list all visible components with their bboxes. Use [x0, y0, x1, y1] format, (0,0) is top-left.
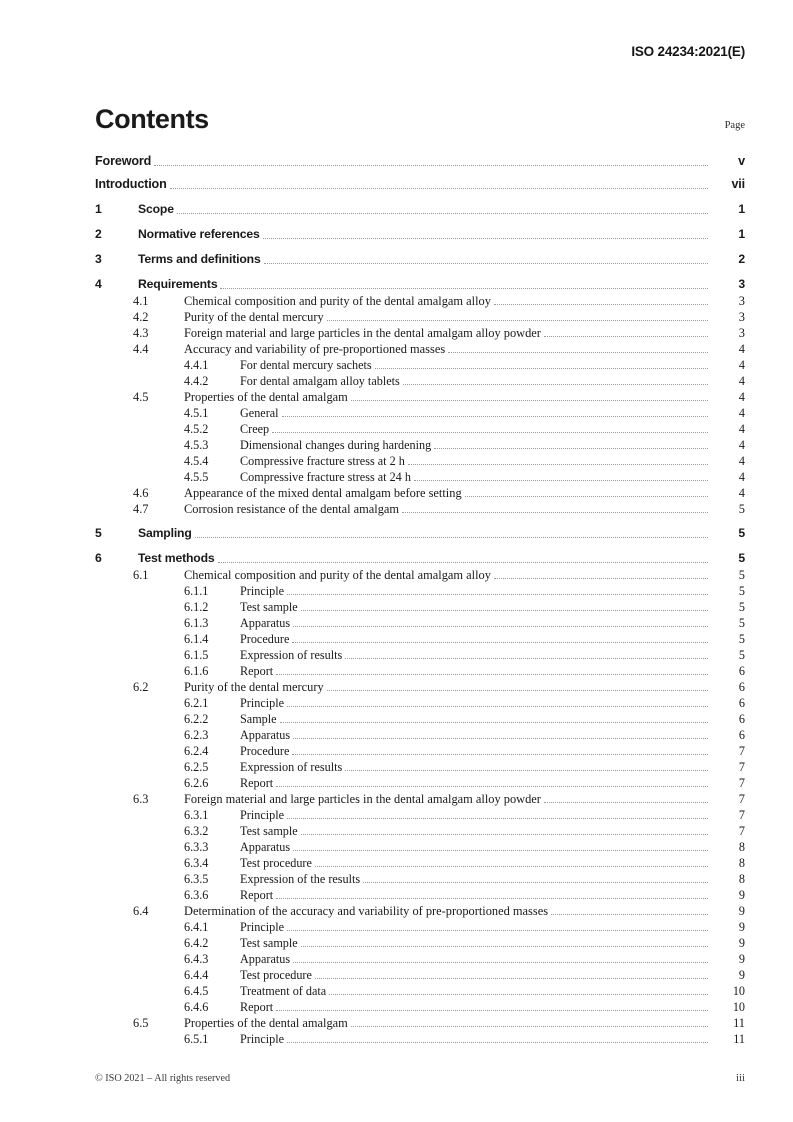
toc-entry[interactable]	[95, 485, 745, 501]
toc-entry-page-number: 6	[738, 696, 745, 710]
toc-leader-dots	[264, 254, 708, 267]
toc-entry-number: 4	[95, 277, 102, 291]
toc-entry-page-number: 8	[738, 856, 745, 870]
toc-entry-page-number: 5	[738, 632, 745, 646]
toc-leader-dots	[287, 921, 708, 934]
toc-entry-page-number: 8	[738, 840, 745, 854]
toc-entry-number: 6.5.1	[184, 1032, 209, 1046]
toc-entry[interactable]	[95, 549, 745, 567]
toc-entry-page-number: 4	[738, 470, 745, 484]
toc-entry-page-number: 9	[738, 936, 745, 950]
toc-leader-dots	[408, 455, 708, 468]
toc-entry[interactable]	[95, 357, 745, 373]
page-column-header: Page	[724, 120, 745, 131]
toc-entry-number: 6.1.1	[184, 584, 209, 598]
toc-entry-page-number: 1	[738, 202, 745, 216]
toc-entry[interactable]	[95, 437, 745, 453]
toc-entry-page-number: 4	[738, 342, 745, 356]
toc-leader-dots	[327, 681, 708, 694]
toc-entry-number: 6.2	[133, 680, 149, 694]
toc-entry-title: For dental mercury sachets	[240, 358, 372, 372]
toc-entry-title: Compressive fracture stress at 2 h	[240, 454, 405, 468]
toc-entry[interactable]	[95, 791, 745, 807]
toc-entry[interactable]	[95, 200, 745, 218]
toc-entry[interactable]	[95, 567, 745, 583]
toc-entry[interactable]	[95, 250, 745, 268]
toc-entry[interactable]	[95, 679, 745, 695]
toc-entry-number: 6	[95, 551, 102, 565]
toc-entry-title: Expression of results	[240, 760, 343, 774]
toc-entry-title: Determination of the accuracy and variability of pre-proportioned masses	[184, 904, 549, 918]
toc-entry-title: Purity of the dental mercury	[184, 680, 324, 694]
toc-entry-page-number: 7	[738, 792, 745, 806]
toc-leader-dots	[287, 1033, 708, 1046]
toc-entry-title: Chemical composition and purity of the dental amalgam alloy	[184, 294, 491, 308]
toc-leader-dots	[293, 953, 708, 966]
toc-entry[interactable]	[95, 175, 745, 193]
toc-entry-page-number: 9	[738, 888, 745, 902]
toc-leader-dots	[301, 825, 708, 838]
toc-entry-page-number: 7	[738, 824, 745, 838]
toc-entry[interactable]	[95, 743, 745, 759]
toc-leader-dots	[293, 729, 708, 742]
toc-entry-page-number: 1	[738, 227, 745, 241]
toc-entry[interactable]	[95, 631, 745, 647]
toc-entry[interactable]	[95, 871, 745, 887]
toc-entry-number: 6.1.5	[184, 648, 209, 662]
toc-leader-dots	[292, 745, 708, 758]
toc-entry-title: Appearance of the mixed dental amalgam before setting	[184, 486, 462, 500]
toc-entry-number: 6.1	[133, 568, 149, 582]
toc-entry[interactable]	[95, 524, 745, 542]
toc-entry[interactable]	[95, 759, 745, 775]
toc-entry-number: 4.5	[133, 390, 149, 404]
toc-entry-number: 4.3	[133, 326, 149, 340]
toc-entry-title: Properties of the dental amalgam	[184, 390, 348, 404]
toc-entry[interactable]	[95, 711, 745, 727]
toc-entry[interactable]	[95, 999, 745, 1015]
toc-entry-title: Requirements	[138, 277, 218, 291]
toc-leader-dots	[403, 375, 708, 388]
toc-entry-title: Principle	[240, 584, 285, 598]
toc-entry-number: 6.4.3	[184, 952, 209, 966]
toc-entry[interactable]	[95, 405, 745, 421]
toc-leader-dots	[263, 229, 708, 242]
toc-entry-title: General	[240, 406, 279, 420]
toc-entry-title: Test sample	[240, 600, 298, 614]
toc-leader-dots	[293, 841, 708, 854]
toc-entry[interactable]	[95, 225, 745, 243]
toc-entry-page-number: 5	[738, 616, 745, 630]
toc-entry-number: 6.1.3	[184, 616, 209, 630]
toc-entry-title: Apparatus	[240, 840, 291, 854]
toc-leader-dots	[287, 809, 708, 822]
toc-entry[interactable]	[95, 887, 745, 903]
toc-entry-number: 6.3	[133, 792, 149, 806]
toc-entry[interactable]	[95, 1015, 745, 1031]
toc-leader-dots	[282, 407, 708, 420]
toc-entry-number: 6.3.3	[184, 840, 209, 854]
toc-entry-number: 3	[95, 252, 102, 266]
toc-entry-page-number: 5	[738, 600, 745, 614]
copyright-notice: © ISO 2021 – All rights reserved	[95, 1073, 231, 1084]
toc-entry-number: 4.4.1	[184, 358, 209, 372]
document-header	[95, 44, 745, 59]
toc-entry-title: Test sample	[240, 824, 298, 838]
toc-leader-dots	[327, 311, 708, 324]
toc-entry-number: 4.6	[133, 486, 149, 500]
toc-entry-page-number: 3	[738, 326, 745, 340]
toc-entry-title: For dental amalgam alloy tablets	[240, 374, 400, 388]
toc-leader-dots	[292, 633, 708, 646]
toc-entry-number: 4.2	[133, 310, 149, 324]
toc-leader-dots	[287, 585, 708, 598]
toc-entry-title: Creep	[240, 422, 270, 436]
toc-entry-number: 6.5	[133, 1016, 149, 1030]
toc-entry[interactable]	[95, 293, 745, 309]
toc-entry-page-number: 4	[738, 406, 745, 420]
toc-entry-number: 4.5.3	[184, 438, 209, 452]
toc-entry-page-number: 5	[738, 551, 745, 565]
toc-entry-page-number: 4	[738, 390, 745, 404]
toc-leader-dots	[351, 391, 708, 404]
toc-entry-page-number: 3	[738, 310, 745, 324]
toc-entry-number: 6.2.1	[184, 696, 209, 710]
toc-entry-title: Accuracy and variability of pre-proportioned masses	[184, 342, 446, 356]
toc-leader-dots	[280, 713, 708, 726]
toc-leader-dots	[170, 179, 708, 192]
toc-leader-dots	[276, 889, 708, 902]
toc-entry-title: Scope	[138, 202, 174, 216]
standard-reference: ISO 24234:2021(E)	[631, 44, 745, 59]
toc-entry-title: Test methods	[138, 551, 215, 565]
toc-entry-page-number: 5	[738, 502, 745, 516]
toc-leader-dots	[465, 487, 708, 500]
toc-entry-title: Sample	[240, 712, 277, 726]
toc-entry-page-number: 5	[738, 568, 745, 582]
toc-entry-page-number: 3	[738, 277, 745, 291]
toc-entry-title: Foreign material and large particles in the dental amalgam alloy powder	[184, 326, 541, 340]
toc-entry-title: Test procedure	[240, 856, 312, 870]
toc-entry-page-number: 4	[738, 358, 745, 372]
toc-leader-dots	[218, 553, 708, 566]
document-footer	[95, 1072, 745, 1084]
toc-entry-page-number: vii	[731, 177, 745, 191]
toc-entry-title: Apparatus	[240, 616, 291, 630]
toc-leader-dots	[315, 969, 708, 982]
toc-entry-page-number: 9	[738, 952, 745, 966]
toc-leader-dots	[434, 439, 708, 452]
toc-entry-page-number: 3	[738, 294, 745, 308]
toc-leader-dots	[375, 359, 708, 372]
toc-entry[interactable]	[95, 903, 745, 919]
toc-entry-page-number: 9	[738, 920, 745, 934]
toc-entry-number: 4.5.5	[184, 470, 209, 484]
toc-entry-title: Report	[240, 1000, 274, 1014]
toc-entry-page-number: 7	[738, 760, 745, 774]
toc-entry-title: Corrosion resistance of the dental amalgam	[184, 502, 400, 516]
toc-entry[interactable]	[95, 469, 745, 485]
toc-entry-number: 6.3.2	[184, 824, 209, 838]
toc-entry-title: Principle	[240, 920, 285, 934]
toc-entry[interactable]	[95, 775, 745, 791]
toc-entry-title: Test sample	[240, 936, 298, 950]
toc-entry-title: Expression of the results	[240, 872, 361, 886]
toc-entry[interactable]	[95, 599, 745, 615]
toc-entry-page-number: 5	[738, 648, 745, 662]
toc-entry-page-number: 2	[738, 252, 745, 266]
toc-entry-title: Compressive fracture stress at 24 h	[240, 470, 411, 484]
toc-entry-title: Report	[240, 664, 274, 678]
toc-entry-number: 6.4.2	[184, 936, 209, 950]
toc-entry-number: 6.3.4	[184, 856, 209, 870]
toc-entry-page-number: 4	[738, 422, 745, 436]
toc-entry[interactable]	[95, 453, 745, 469]
toc-entry-title: Principle	[240, 696, 285, 710]
toc-entry-number: 4.5.4	[184, 454, 209, 468]
toc-entry-page-number: 11	[733, 1032, 745, 1046]
footer-page-number: iii	[736, 1072, 745, 1084]
toc-entry-page-number: 9	[738, 904, 745, 918]
toc-leader-dots	[402, 503, 708, 516]
toc-entry-title: Dimensional changes during hardening	[240, 438, 432, 452]
toc-entry[interactable]	[95, 325, 745, 341]
toc-entry-page-number: 11	[733, 1016, 745, 1030]
toc-entry-number: 6.3.6	[184, 888, 209, 902]
toc-entry-number: 6.3.1	[184, 808, 209, 822]
toc-entry-title: Sampling	[138, 526, 192, 540]
toc-leader-dots	[272, 423, 708, 436]
toc-entry-page-number: 8	[738, 872, 745, 886]
toc-entry-page-number: 7	[738, 744, 745, 758]
toc-leader-dots	[177, 204, 708, 217]
toc-entry-page-number: 6	[738, 712, 745, 726]
toc-leader-dots	[287, 697, 708, 710]
toc-entry[interactable]	[95, 421, 745, 437]
toc-entry-number: 4.5.2	[184, 422, 209, 436]
toc-entry-number: 4.5.1	[184, 406, 209, 420]
toc-entry[interactable]	[95, 152, 745, 170]
toc-leader-dots	[301, 937, 708, 950]
toc-entry-number: 6.1.4	[184, 632, 209, 646]
toc-entry-title: Expression of results	[240, 648, 343, 662]
toc-entry[interactable]	[95, 727, 745, 743]
toc-entry[interactable]	[95, 839, 745, 855]
toc-entry-title: Principle	[240, 1032, 285, 1046]
toc-entry-title: Terms and definitions	[138, 252, 261, 266]
toc-entry-number: 6.2.3	[184, 728, 209, 742]
toc-entry-title: Procedure	[240, 744, 290, 758]
toc-entry[interactable]	[95, 1031, 745, 1047]
toc-entry-title: Foreign material and large particles in the dental amalgam alloy powder	[184, 792, 541, 806]
toc-entry-page-number: v	[738, 154, 745, 168]
toc-leader-dots	[195, 528, 708, 541]
toc-entry[interactable]	[95, 983, 745, 999]
toc-entry-page-number: 7	[738, 776, 745, 790]
toc-entry[interactable]	[95, 807, 745, 823]
table-of-contents	[95, 152, 745, 1047]
toc-leader-dots	[154, 156, 708, 169]
toc-leader-dots	[544, 327, 708, 340]
toc-leader-dots	[494, 569, 708, 582]
toc-entry-page-number: 10	[732, 984, 745, 998]
toc-entry-page-number: 6	[738, 664, 745, 678]
toc-entry[interactable]	[95, 389, 745, 405]
toc-entry-page-number: 4	[738, 486, 745, 500]
toc-entry-number: 6.1.6	[184, 664, 209, 678]
toc-entry[interactable]	[95, 695, 745, 711]
toc-leader-dots	[345, 761, 708, 774]
toc-entry-page-number: 4	[738, 374, 745, 388]
toc-entry-title: Report	[240, 776, 274, 790]
toc-leader-dots	[293, 617, 708, 630]
toc-entry-number: 4.4	[133, 342, 149, 356]
toc-leader-dots	[301, 601, 708, 614]
toc-leader-dots	[363, 873, 708, 886]
toc-entry-page-number: 4	[738, 454, 745, 468]
toc-entry[interactable]	[95, 341, 745, 357]
toc-leader-dots	[448, 343, 708, 356]
toc-entry[interactable]	[95, 855, 745, 871]
toc-leader-dots	[329, 985, 708, 998]
toc-entry-number: 6.4.5	[184, 984, 209, 998]
toc-entry-title: Apparatus	[240, 952, 291, 966]
toc-leader-dots	[544, 793, 708, 806]
toc-entry-title: Foreword	[95, 154, 152, 168]
contents-title-row	[95, 104, 745, 135]
toc-entry-number: 6.2.4	[184, 744, 209, 758]
toc-entry-title: Chemical composition and purity of the dental amalgam alloy	[184, 568, 491, 582]
toc-entry-page-number: 4	[738, 438, 745, 452]
toc-entry-number: 6.1.2	[184, 600, 209, 614]
toc-leader-dots	[345, 649, 708, 662]
toc-leader-dots	[276, 777, 708, 790]
toc-entry-page-number: 5	[738, 526, 745, 540]
toc-entry-page-number: 6	[738, 728, 745, 742]
toc-entry[interactable]	[95, 647, 745, 663]
toc-entry-number: 6.4.1	[184, 920, 209, 934]
toc-entry-number: 6.4.4	[184, 968, 209, 982]
toc-entry-number: 6.3.5	[184, 872, 209, 886]
toc-entry[interactable]	[95, 309, 745, 325]
toc-entry-number: 4.7	[133, 502, 149, 516]
toc-entry-title: Apparatus	[240, 728, 291, 742]
toc-entry-title: Principle	[240, 808, 285, 822]
toc-entry[interactable]	[95, 919, 745, 935]
toc-entry-page-number: 7	[738, 808, 745, 822]
toc-entry-number: 2	[95, 227, 102, 241]
toc-entry[interactable]	[95, 663, 745, 679]
toc-entry-page-number: 5	[738, 584, 745, 598]
toc-entry[interactable]	[95, 615, 745, 631]
toc-leader-dots	[414, 471, 708, 484]
toc-entry-title: Introduction	[95, 177, 167, 191]
toc-entry-number: 6.2.5	[184, 760, 209, 774]
toc-leader-dots	[220, 279, 708, 292]
toc-entry-title: Purity of the dental mercury	[184, 310, 324, 324]
toc-entry-title: Report	[240, 888, 274, 902]
toc-entry-title: Properties of the dental amalgam	[184, 1016, 348, 1030]
toc-entry[interactable]	[95, 275, 745, 293]
toc-leader-dots	[276, 1001, 708, 1014]
toc-entry[interactable]	[95, 967, 745, 983]
toc-entry-title: Treatment of data	[240, 984, 327, 998]
toc-entry-number: 5	[95, 526, 102, 540]
toc-entry-page-number: 9	[738, 968, 745, 982]
toc-entry[interactable]	[95, 501, 745, 517]
toc-entry[interactable]	[95, 583, 745, 599]
toc-entry-number: 6.4	[133, 904, 149, 918]
toc-entry[interactable]	[95, 935, 745, 951]
toc-entry-title: Procedure	[240, 632, 290, 646]
toc-entry-number: 4.4.2	[184, 374, 209, 388]
toc-entry[interactable]	[95, 823, 745, 839]
toc-entry-title: Test procedure	[240, 968, 312, 982]
toc-entry-number: 4.1	[133, 294, 149, 308]
toc-leader-dots	[351, 1017, 708, 1030]
toc-entry-number: 1	[95, 202, 102, 216]
toc-entry-number: 6.2.6	[184, 776, 209, 790]
toc-entry[interactable]	[95, 951, 745, 967]
toc-leader-dots	[494, 295, 708, 308]
toc-leader-dots	[276, 665, 708, 678]
toc-leader-dots	[551, 905, 708, 918]
toc-entry-title: Normative references	[138, 227, 260, 241]
toc-entry-number: 6.2.2	[184, 712, 209, 726]
page-title: Contents	[95, 104, 209, 134]
toc-entry-page-number: 6	[738, 680, 745, 694]
toc-entry-page-number: 10	[732, 1000, 745, 1014]
toc-entry[interactable]	[95, 373, 745, 389]
toc-entry-number: 6.4.6	[184, 1000, 209, 1014]
toc-leader-dots	[315, 857, 708, 870]
